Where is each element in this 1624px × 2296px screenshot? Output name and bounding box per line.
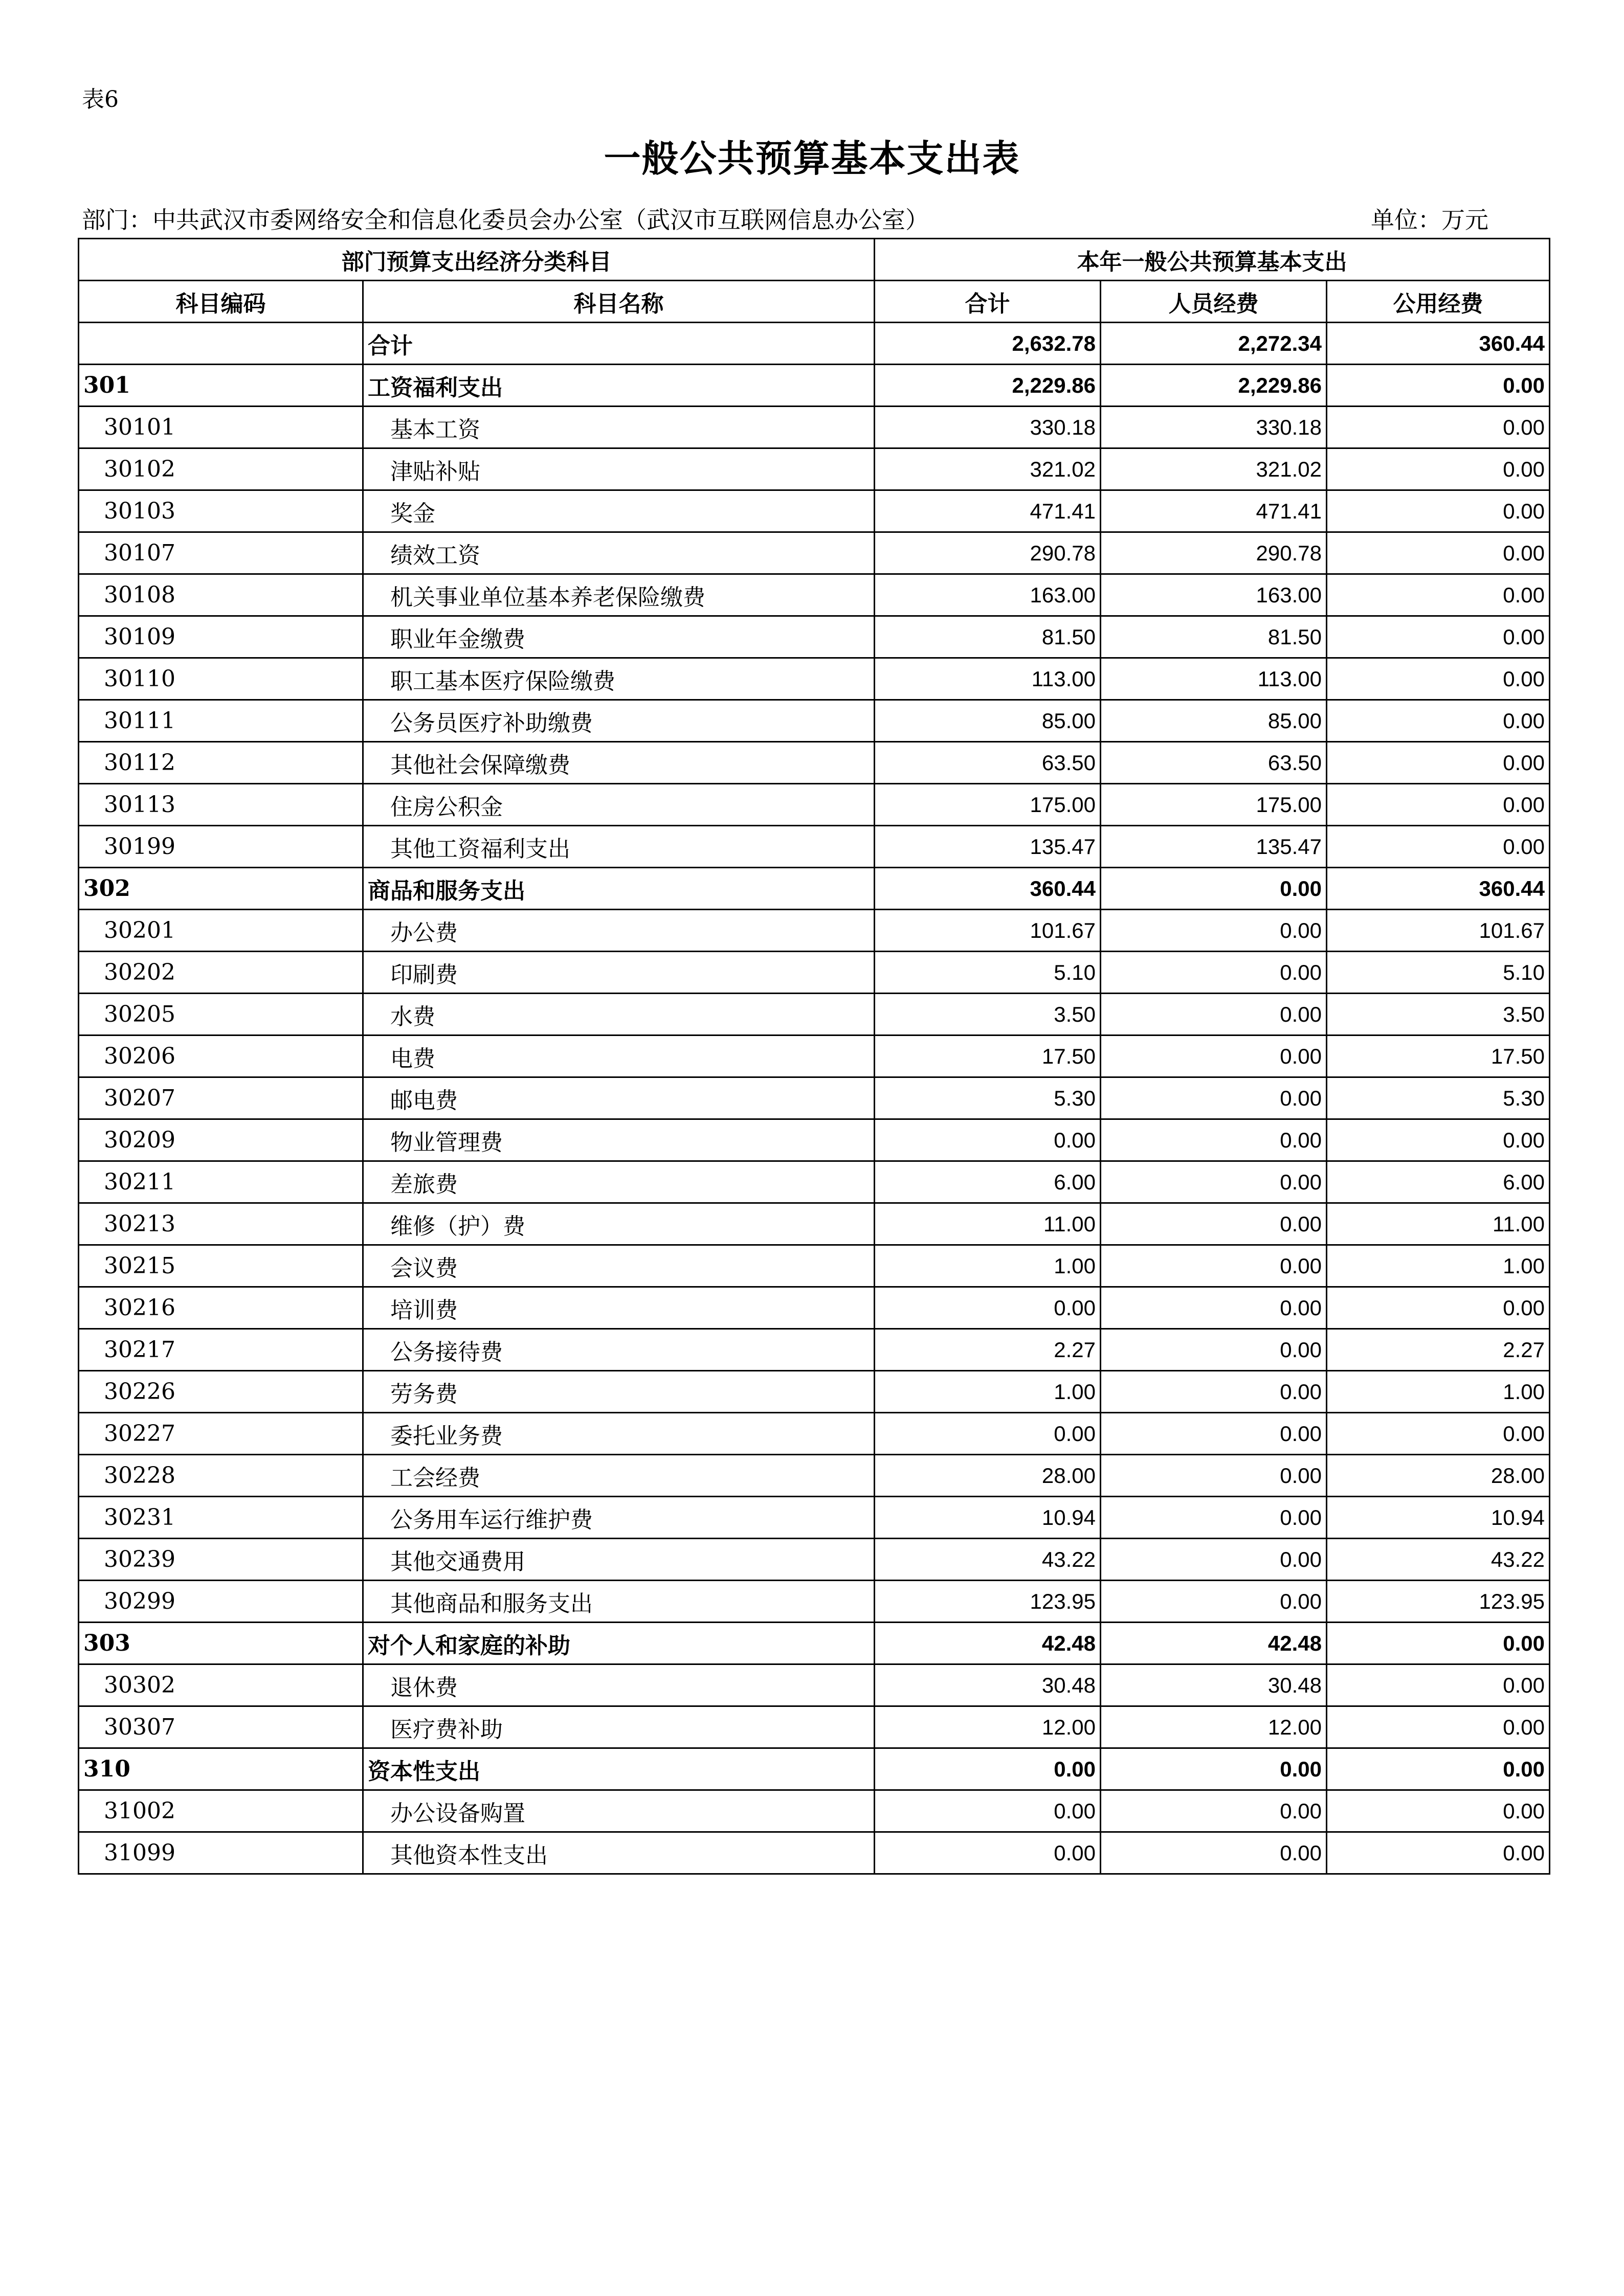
table-row [79, 1455, 1550, 1497]
cell-name: 邮电费 [363, 1077, 875, 1119]
cell-name: 办公设备购置 [363, 1790, 875, 1832]
cell-code: 30226 [79, 1371, 363, 1413]
cell-public: 0.00 [1327, 742, 1550, 784]
cell-total: 0.00 [875, 1287, 1101, 1329]
table-row [79, 1539, 1550, 1581]
cell-name: 住房公积金 [363, 784, 875, 826]
cell-personnel: 2,272.34 [1101, 323, 1327, 365]
cell-personnel: 0.00 [1101, 1161, 1327, 1203]
cell-code: 30107 [79, 532, 363, 574]
cell-personnel: 0.00 [1101, 868, 1327, 910]
budget-expenditure-table [78, 238, 1550, 1875]
table-row [79, 574, 1550, 616]
cell-name: 物业管理费 [363, 1119, 875, 1161]
cell-total: 17.50 [875, 1036, 1101, 1077]
cell-personnel: 0.00 [1101, 1245, 1327, 1287]
cell-personnel: 290.78 [1101, 532, 1327, 574]
cell-name: 奖金 [363, 490, 875, 532]
cell-public: 123.95 [1327, 1581, 1550, 1623]
cell-public: 360.44 [1327, 868, 1550, 910]
table-row [79, 1664, 1550, 1706]
cell-total: 135.47 [875, 826, 1101, 868]
cell-total: 6.00 [875, 1161, 1101, 1203]
cell-personnel: 0.00 [1101, 1119, 1327, 1161]
cell-name: 委托业务费 [363, 1413, 875, 1455]
cell-code: 31099 [79, 1832, 363, 1874]
cell-code: 30112 [79, 742, 363, 784]
table-row [79, 952, 1550, 994]
cell-personnel: 471.41 [1101, 490, 1327, 532]
cell-total: 11.00 [875, 1203, 1101, 1245]
cell-personnel: 175.00 [1101, 784, 1327, 826]
cell-personnel: 0.00 [1101, 910, 1327, 952]
table-row [79, 1706, 1550, 1748]
table-row [79, 1497, 1550, 1539]
unit-label: 单位：万元 [1371, 206, 1488, 234]
cell-public: 101.67 [1327, 910, 1550, 952]
cell-code: 30202 [79, 952, 363, 994]
table-row [79, 742, 1550, 784]
table-row [79, 1036, 1550, 1077]
table-row [79, 1161, 1550, 1203]
cell-code: 30111 [79, 700, 363, 742]
cell-personnel: 0.00 [1101, 1539, 1327, 1581]
cell-total: 2,632.78 [875, 323, 1101, 365]
cell-public: 0.00 [1327, 1706, 1550, 1748]
column-header-total: 合计 [875, 281, 1101, 323]
table-row [79, 1287, 1550, 1329]
cell-total: 163.00 [875, 574, 1101, 616]
cell-personnel: 2,229.86 [1101, 365, 1327, 407]
cell-code: 30207 [79, 1077, 363, 1119]
cell-name: 其他商品和服务支出 [363, 1581, 875, 1623]
cell-name: 印刷费 [363, 952, 875, 994]
cell-personnel: 0.00 [1101, 1287, 1327, 1329]
table-row [79, 1413, 1550, 1455]
cell-name: 职工基本医疗保险缴费 [363, 658, 875, 700]
column-header-public: 公用经费 [1327, 281, 1550, 323]
column-header-code: 科目编码 [79, 281, 363, 323]
cell-personnel: 0.00 [1101, 1036, 1327, 1077]
cell-total: 0.00 [875, 1790, 1101, 1832]
table-row [79, 1203, 1550, 1245]
cell-personnel: 63.50 [1101, 742, 1327, 784]
cell-public: 0.00 [1327, 1623, 1550, 1664]
cell-total: 28.00 [875, 1455, 1101, 1497]
cell-name: 职业年金缴费 [363, 616, 875, 658]
cell-code: 30211 [79, 1161, 363, 1203]
cell-total: 81.50 [875, 616, 1101, 658]
cell-public: 5.10 [1327, 952, 1550, 994]
cell-total: 2,229.86 [875, 365, 1101, 407]
cell-public: 11.00 [1327, 1203, 1550, 1245]
cell-code: 30307 [79, 1706, 363, 1748]
cell-code: 310 [79, 1748, 363, 1790]
table-row [79, 448, 1550, 490]
table-row [79, 1581, 1550, 1623]
cell-public: 28.00 [1327, 1455, 1550, 1497]
cell-personnel: 0.00 [1101, 1497, 1327, 1539]
category-row [79, 365, 1550, 407]
cell-total: 1.00 [875, 1245, 1101, 1287]
table-row [79, 826, 1550, 868]
cell-name: 医疗费补助 [363, 1706, 875, 1748]
cell-total: 5.30 [875, 1077, 1101, 1119]
group-header-basic-expenditure: 本年一般公共预算基本支出 [875, 239, 1550, 281]
cell-name: 工会经费 [363, 1455, 875, 1497]
table-row [79, 1119, 1550, 1161]
cell-code: 30209 [79, 1119, 363, 1161]
cell-personnel: 0.00 [1101, 952, 1327, 994]
cell-name: 合计 [363, 323, 875, 365]
table-row [79, 994, 1550, 1036]
table-row [79, 1077, 1550, 1119]
cell-personnel: 0.00 [1101, 1832, 1327, 1874]
cell-name: 工资福利支出 [363, 365, 875, 407]
cell-total: 30.48 [875, 1664, 1101, 1706]
cell-name: 差旅费 [363, 1161, 875, 1203]
cell-total: 0.00 [875, 1413, 1101, 1455]
cell-name: 退休费 [363, 1664, 875, 1706]
cell-name: 维修（护）费 [363, 1203, 875, 1245]
cell-name: 其他资本性支出 [363, 1832, 875, 1874]
cell-personnel: 0.00 [1101, 1790, 1327, 1832]
cell-public: 0.00 [1327, 1664, 1550, 1706]
category-row [79, 1623, 1550, 1664]
cell-name: 津贴补贴 [363, 448, 875, 490]
cell-code: 30299 [79, 1581, 363, 1623]
table-row [79, 658, 1550, 700]
cell-public: 0.00 [1327, 365, 1550, 407]
cell-public: 0.00 [1327, 407, 1550, 448]
cell-public: 0.00 [1327, 1413, 1550, 1455]
cell-name: 商品和服务支出 [363, 868, 875, 910]
cell-public: 0.00 [1327, 1790, 1550, 1832]
cell-total: 63.50 [875, 742, 1101, 784]
cell-total: 0.00 [875, 1119, 1101, 1161]
cell-public: 0.00 [1327, 1287, 1550, 1329]
cell-code: 30205 [79, 994, 363, 1036]
cell-total: 360.44 [875, 868, 1101, 910]
table-row [79, 1790, 1550, 1832]
cell-code: 30213 [79, 1203, 363, 1245]
cell-code: 30103 [79, 490, 363, 532]
cell-code: 30110 [79, 658, 363, 700]
table-row [79, 784, 1550, 826]
cell-public: 0.00 [1327, 490, 1550, 532]
cell-public: 0.00 [1327, 574, 1550, 616]
cell-personnel: 0.00 [1101, 1203, 1327, 1245]
cell-personnel: 0.00 [1101, 1748, 1327, 1790]
cell-personnel: 0.00 [1101, 1077, 1327, 1119]
cell-public: 0.00 [1327, 700, 1550, 742]
cell-public: 6.00 [1327, 1161, 1550, 1203]
cell-name: 其他社会保障缴费 [363, 742, 875, 784]
cell-code: 30215 [79, 1245, 363, 1287]
cell-public: 0.00 [1327, 658, 1550, 700]
cell-name: 其他交通费用 [363, 1539, 875, 1581]
cell-personnel: 81.50 [1101, 616, 1327, 658]
column-header-name: 科目名称 [363, 281, 875, 323]
cell-code: 30102 [79, 448, 363, 490]
cell-name: 培训费 [363, 1287, 875, 1329]
table-row [79, 1329, 1550, 1371]
cell-name: 公务员医疗补助缴费 [363, 700, 875, 742]
cell-code: 30206 [79, 1036, 363, 1077]
cell-total: 85.00 [875, 700, 1101, 742]
department-label: 部门：中共武汉市委网络安全和信息化委员会办公室（武汉市互联网信息办公室） [82, 206, 929, 234]
cell-code [79, 323, 363, 365]
cell-total: 3.50 [875, 994, 1101, 1036]
cell-total: 290.78 [875, 532, 1101, 574]
cell-public: 0.00 [1327, 826, 1550, 868]
cell-name: 电费 [363, 1036, 875, 1077]
cell-total: 0.00 [875, 1748, 1101, 1790]
cell-code: 30227 [79, 1413, 363, 1455]
cell-total: 123.95 [875, 1581, 1101, 1623]
cell-total: 471.41 [875, 490, 1101, 532]
cell-code: 301 [79, 365, 363, 407]
cell-code: 30231 [79, 1497, 363, 1539]
table-row [79, 407, 1550, 448]
page-title: 一般公共预算基本支出表 [604, 137, 1020, 180]
table-number: 表6 [82, 86, 119, 112]
cell-code: 30228 [79, 1455, 363, 1497]
cell-code: 30101 [79, 407, 363, 448]
category-row [79, 868, 1550, 910]
table-body [79, 323, 1550, 1874]
cell-total: 321.02 [875, 448, 1101, 490]
cell-name: 机关事业单位基本养老保险缴费 [363, 574, 875, 616]
cell-personnel: 0.00 [1101, 1329, 1327, 1371]
cell-personnel: 330.18 [1101, 407, 1327, 448]
cell-total: 42.48 [875, 1623, 1101, 1664]
cell-public: 1.00 [1327, 1371, 1550, 1413]
table-row [79, 1832, 1550, 1874]
cell-total: 0.00 [875, 1832, 1101, 1874]
cell-personnel: 42.48 [1101, 1623, 1327, 1664]
cell-code: 30302 [79, 1664, 363, 1706]
cell-name: 公务用车运行维护费 [363, 1497, 875, 1539]
cell-personnel: 0.00 [1101, 1371, 1327, 1413]
cell-code: 303 [79, 1623, 363, 1664]
cell-public: 2.27 [1327, 1329, 1550, 1371]
cell-total: 43.22 [875, 1539, 1101, 1581]
cell-name: 绩效工资 [363, 532, 875, 574]
cell-code: 30199 [79, 826, 363, 868]
cell-personnel: 135.47 [1101, 826, 1327, 868]
cell-personnel: 12.00 [1101, 1706, 1327, 1748]
cell-name: 资本性支出 [363, 1748, 875, 1790]
cell-code: 30113 [79, 784, 363, 826]
cell-personnel: 0.00 [1101, 1413, 1327, 1455]
category-row [79, 1748, 1550, 1790]
total-row [79, 323, 1550, 365]
cell-personnel: 85.00 [1101, 700, 1327, 742]
cell-public: 0.00 [1327, 448, 1550, 490]
table-row [79, 1245, 1550, 1287]
table-row [79, 616, 1550, 658]
cell-personnel: 0.00 [1101, 1581, 1327, 1623]
group-header-row [79, 239, 1550, 281]
cell-name: 劳务费 [363, 1371, 875, 1413]
cell-personnel: 321.02 [1101, 448, 1327, 490]
cell-total: 12.00 [875, 1706, 1101, 1748]
cell-public: 10.94 [1327, 1497, 1550, 1539]
cell-total: 2.27 [875, 1329, 1101, 1371]
cell-public: 0.00 [1327, 1748, 1550, 1790]
cell-public: 17.50 [1327, 1036, 1550, 1077]
cell-total: 5.10 [875, 952, 1101, 994]
cell-code: 302 [79, 868, 363, 910]
cell-code: 30216 [79, 1287, 363, 1329]
cell-public: 0.00 [1327, 1119, 1550, 1161]
cell-name: 基本工资 [363, 407, 875, 448]
cell-personnel: 163.00 [1101, 574, 1327, 616]
cell-personnel: 113.00 [1101, 658, 1327, 700]
cell-public: 0.00 [1327, 532, 1550, 574]
cell-personnel: 0.00 [1101, 1455, 1327, 1497]
table-row [79, 1371, 1550, 1413]
cell-public: 360.44 [1327, 323, 1550, 365]
column-header-personnel: 人员经费 [1101, 281, 1327, 323]
table-row [79, 532, 1550, 574]
table-row [79, 910, 1550, 952]
cell-public: 3.50 [1327, 994, 1550, 1036]
cell-code: 31002 [79, 1790, 363, 1832]
group-header-economic-category: 部门预算支出经济分类科目 [79, 239, 875, 281]
cell-name: 水费 [363, 994, 875, 1036]
cell-personnel: 30.48 [1101, 1664, 1327, 1706]
cell-personnel: 0.00 [1101, 994, 1327, 1036]
cell-code: 30201 [79, 910, 363, 952]
cell-code: 30109 [79, 616, 363, 658]
cell-code: 30239 [79, 1539, 363, 1581]
cell-total: 113.00 [875, 658, 1101, 700]
cell-name: 其他工资福利支出 [363, 826, 875, 868]
cell-name: 会议费 [363, 1245, 875, 1287]
cell-total: 175.00 [875, 784, 1101, 826]
cell-public: 1.00 [1327, 1245, 1550, 1287]
cell-code: 30217 [79, 1329, 363, 1371]
cell-public: 5.30 [1327, 1077, 1550, 1119]
column-header-row [79, 281, 1550, 323]
cell-code: 30108 [79, 574, 363, 616]
cell-name: 办公费 [363, 910, 875, 952]
cell-public: 0.00 [1327, 616, 1550, 658]
cell-public: 0.00 [1327, 1832, 1550, 1874]
cell-name: 对个人和家庭的补助 [363, 1623, 875, 1664]
cell-total: 101.67 [875, 910, 1101, 952]
cell-total: 1.00 [875, 1371, 1101, 1413]
cell-public: 0.00 [1327, 784, 1550, 826]
table-row [79, 490, 1550, 532]
cell-name: 公务接待费 [363, 1329, 875, 1371]
cell-public: 43.22 [1327, 1539, 1550, 1581]
cell-total: 10.94 [875, 1497, 1101, 1539]
table-row [79, 700, 1550, 742]
cell-total: 330.18 [875, 407, 1101, 448]
